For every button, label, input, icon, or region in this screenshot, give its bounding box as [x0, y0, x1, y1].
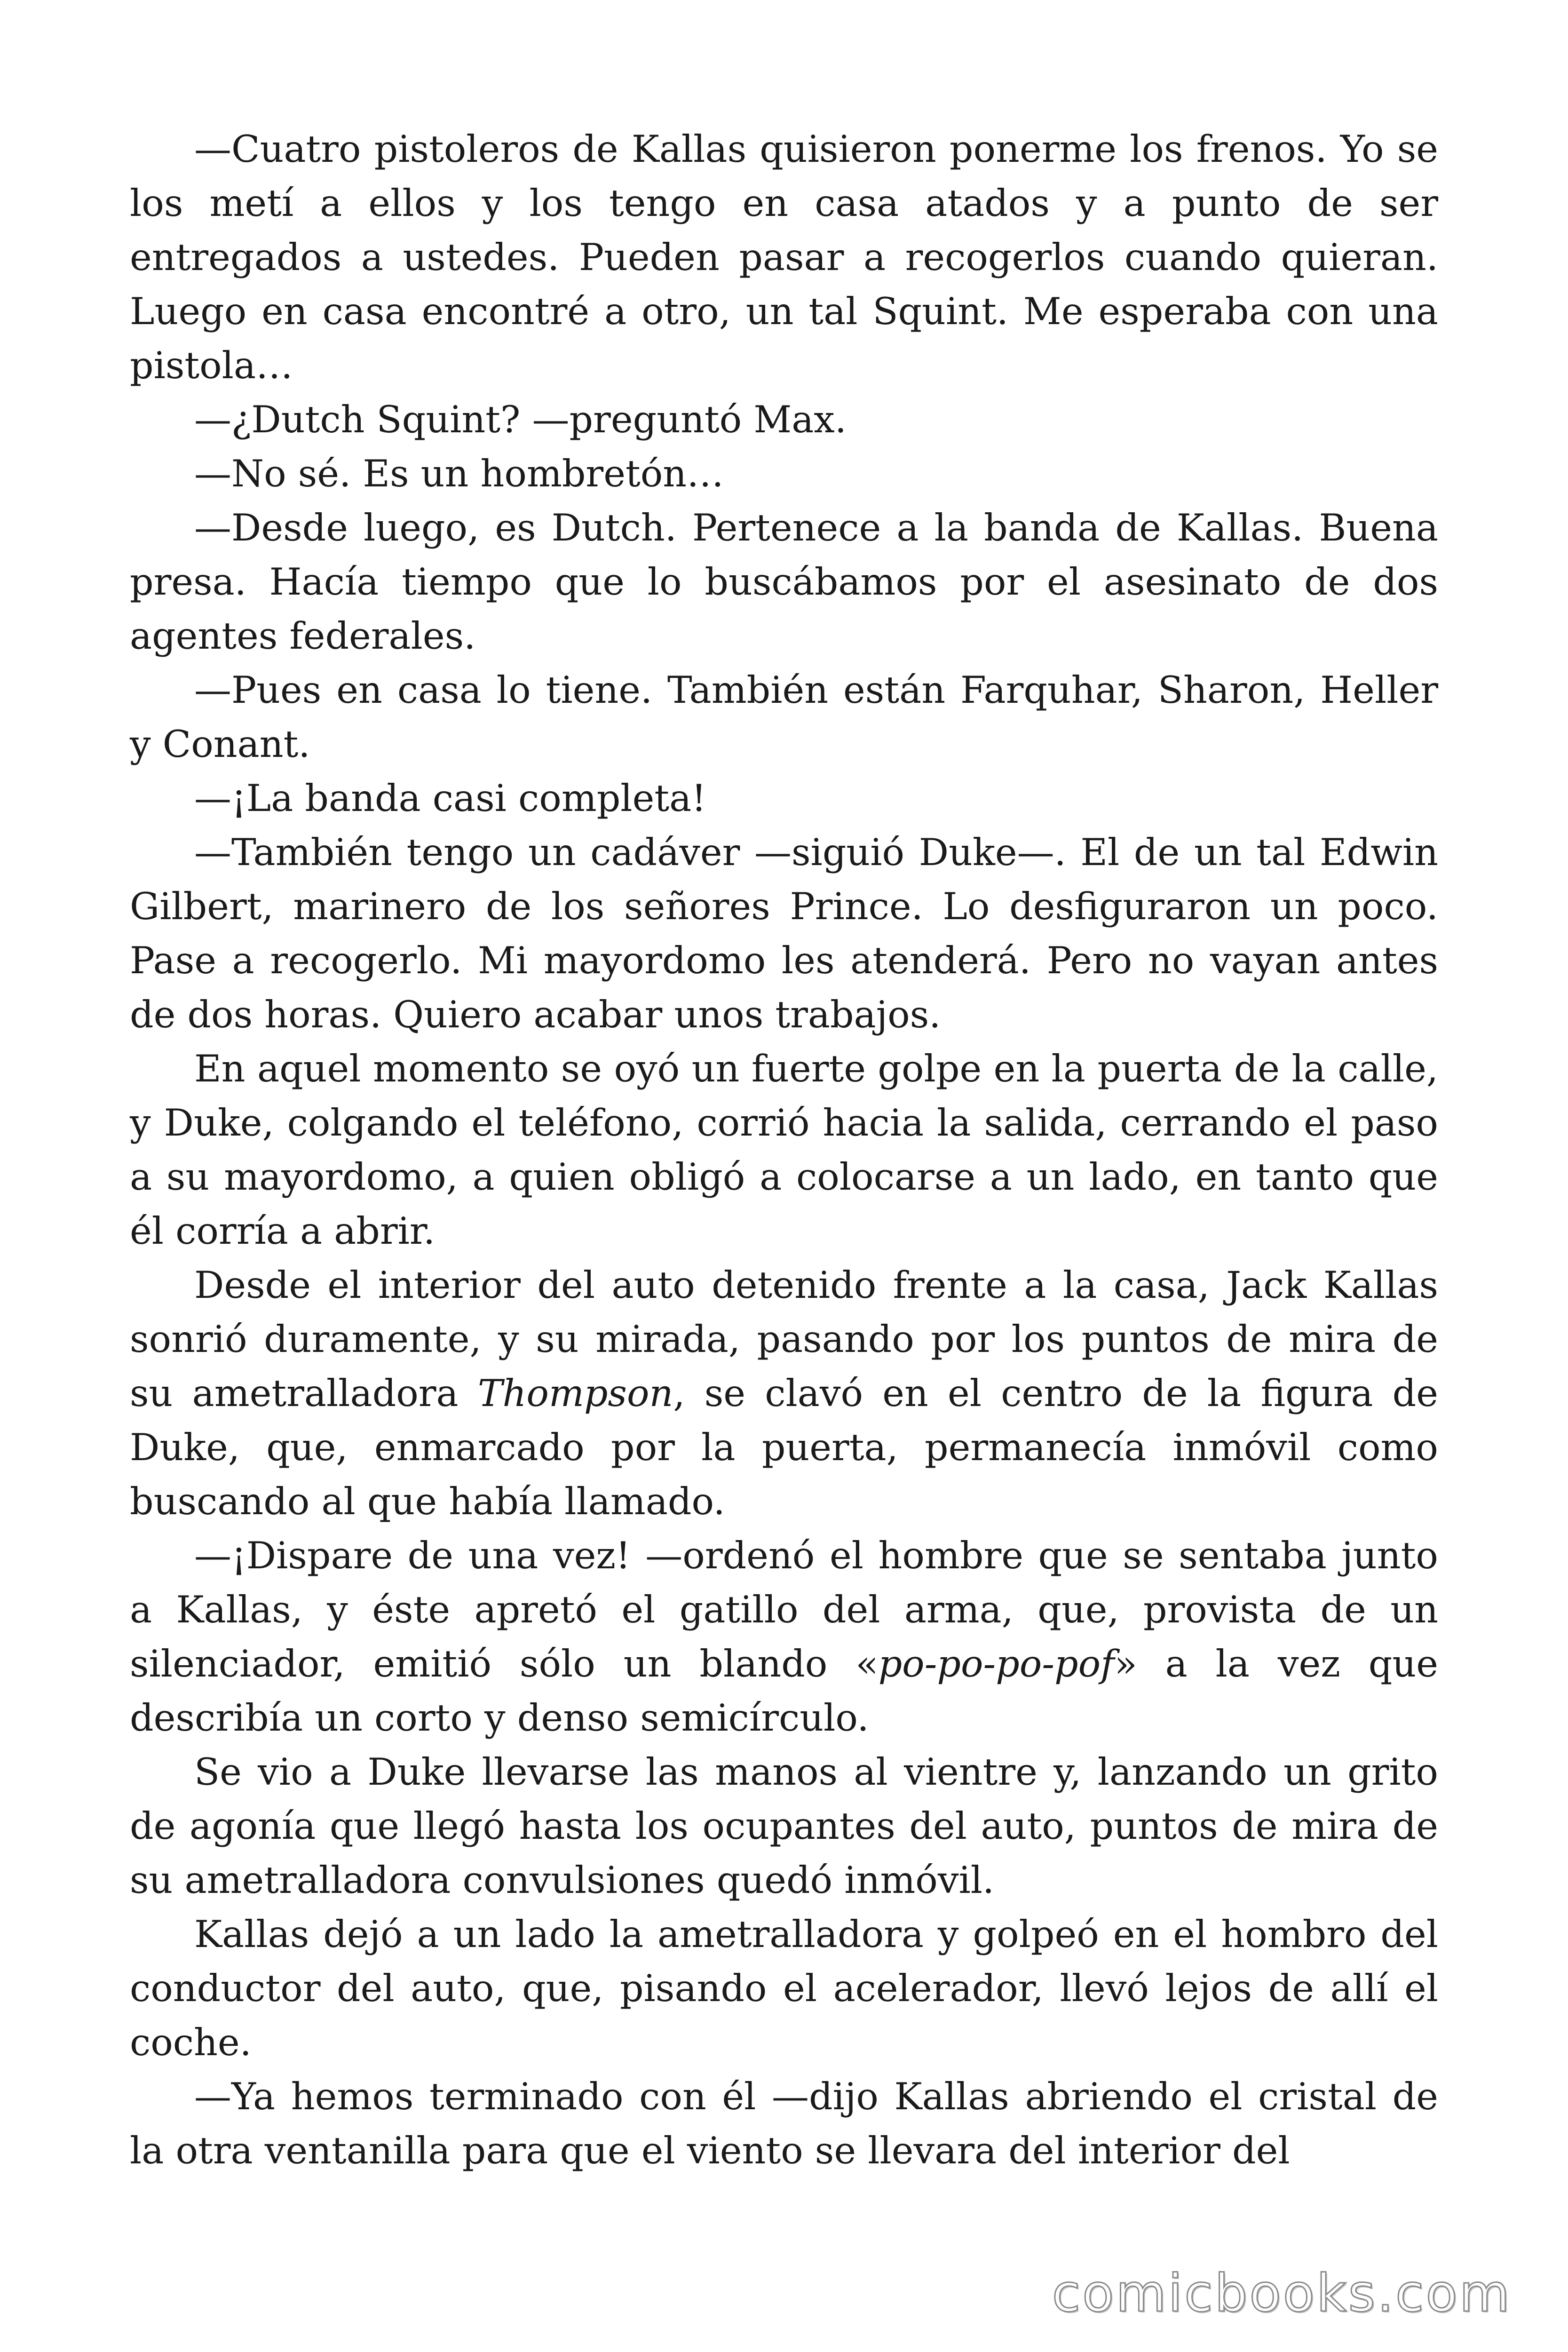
paragraph: Kallas dejó a un lado la ametralladora y golpeó en el hombro del conductor del auto, que, pisando el acelerador, llevó lejos de allí el coche. [130, 1913, 1438, 2064]
page-body [130, 122, 1438, 2178]
paragraph: —Pues en casa lo tiene. También están Farquhar, Sharon, Heller y Conant. [130, 668, 1438, 766]
paragraph: En aquel momento se oyó un fuerte golpe en la puerta de la calle, y Duke, colgando el teléfono, corrió hacia la salida, cerrando el paso a su mayordomo, a quien obligó a colocarse a un lado, en tanto que él corría a abrir. [130, 1047, 1438, 1253]
text-run: , se clavó en el centro de la figura de Duke, que, enmarcado por la puerta, permanecía inmóvil como buscando al que había llamado. [130, 1372, 1438, 1523]
italic-text: Thompson [477, 1372, 673, 1415]
paragraph: —¿Dutch Squint? —preguntó Max. [194, 398, 847, 441]
italic-text: po-po-po-pof [878, 1642, 1115, 1685]
paragraph: —¡La banda casi completa! [194, 777, 706, 820]
text-run: » a la vez que describía un corto y denso semicírculo. [130, 1642, 1438, 1740]
paragraph: Se vio a Duke llevarse las manos al vientre y, lanzando un grito de agonía que llegó hasta los ocupantes del auto, puntos de mira de su ametralladora convulsiones quedó inmóvil. [130, 1750, 1438, 1902]
paragraph: —Ya hemos terminado con él —dijo Kallas abriendo el cristal de la otra ventanilla para que el viento se llevara del interior del [130, 2075, 1438, 2172]
paragraph: —Desde luego, es Dutch. Pertenece a la banda de Kallas. Buena presa. Hacía tiempo que lo buscábamos por el asesinato de dos agentes federales. [130, 506, 1438, 658]
paragraph [130, 1529, 1438, 1745]
text-run: Desde el interior del auto detenido frente a la casa, Jack Kallas sonrió duramente, y su mirada, pasando por los puntos de mira de su ametralladora [130, 1263, 1438, 1415]
paragraph: —No sé. Es un hombretón… [194, 452, 724, 495]
paragraph: —También tengo un cadáver —siguió Duke—. El de un tal Edwin Gilbert, marinero de los señores Prince. Lo desfiguraron un poco. Pase a recogerlo. Mi mayordomo les atenderá. Pero no vayan antes de dos horas. Quiero acabar unos trabajos. [130, 831, 1438, 1036]
watermark: comicbooks.com [1052, 2263, 1512, 2323]
paragraph: —Cuatro pistoleros de Kallas quisieron ponerme los frenos. Yo se los metí a ellos y los tengo en casa atados y a punto de ser entregados a ustedes. Pueden pasar a recogerlos cuando quieran. Luego en casa encontré a otro, un tal Squint. Me esperaba con una pistola… [130, 127, 1438, 387]
paragraph [130, 1258, 1438, 1529]
text-run: —¡Dispare de una vez! —ordenó el hombre que se sentaba junto a Kallas, y éste apretó el gatillo del arma, que, provista de un silenciador, emitió sólo un blando « [130, 1534, 1438, 1685]
